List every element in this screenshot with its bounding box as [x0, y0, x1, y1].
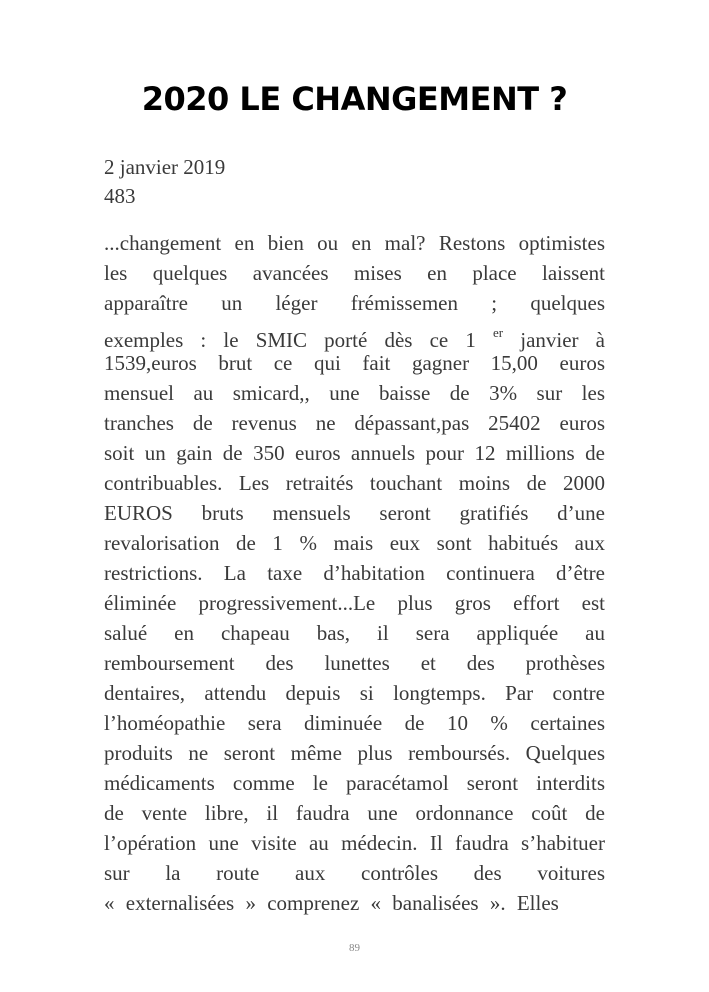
text-line: médicaments comme le paracétamol seront interdits	[104, 771, 605, 795]
text-line: les quelques avancées mises en place laissent	[104, 261, 605, 285]
page-title: 2020 LE CHANGEMENT ?	[141, 80, 568, 118]
text-line: « externalisées » comprenez « banalisées ». Elles	[104, 891, 559, 915]
entry-number: 483	[104, 184, 136, 208]
superscript: er	[493, 325, 504, 340]
text-line: EUROS bruts mensuels seront gratifiés d’une	[104, 501, 605, 525]
text-line: l’homéopathie sera diminuée de 10 % certaines	[104, 711, 605, 735]
text-line: éliminée progressivement...Le plus gros effort est	[104, 591, 605, 615]
text-segment: exemples : le SMIC porté dès ce 1	[104, 328, 476, 352]
text-line: soit un gain de 350 euros annuels pour 12 millions de	[104, 441, 605, 465]
entry-meta	[104, 153, 225, 211]
text-line: mensuel au smicard,, une baisse de 3% sur les	[104, 381, 605, 405]
text-line: l’opération une visite au médecin. Il faudra s’habituer	[104, 831, 605, 855]
text-segment: janvier à	[520, 328, 606, 352]
text-line: revalorisation de 1 % mais eux sont habitués aux	[104, 531, 605, 555]
text-line: ...changement en bien ou en mal? Restons optimistes	[104, 231, 605, 255]
text-line: restrictions. La taxe d’habitation continuera d’être	[104, 561, 605, 585]
text-line: remboursement des lunettes et des prothèses	[104, 651, 605, 675]
text-line: dentaires, attendu depuis si longtemps. Par contre	[104, 681, 605, 705]
text-line: produits ne seront même plus remboursés. Quelques	[104, 741, 605, 765]
text-line: contribuables. Les retraités touchant moins de 2000	[104, 471, 605, 495]
text-line-with-superscript	[104, 318, 606, 352]
text-line: salué en chapeau bas, il sera appliquée au	[104, 621, 605, 645]
text-line: de vente libre, il faudra une ordonnance coût de	[104, 801, 605, 825]
text-line: 1539,euros brut ce qui fait gagner 15,00 euros	[104, 351, 605, 375]
page-number: 89	[349, 942, 360, 954]
entry-date: 2 janvier 2019	[104, 155, 226, 179]
text-line: apparaître un léger frémissemen ; quelques	[104, 291, 605, 315]
text-line: tranches de revenus ne dépassant,pas 25402 euros	[104, 411, 605, 435]
text-line: sur la route aux contrôles des voitures	[104, 861, 605, 885]
body-text	[104, 228, 605, 918]
